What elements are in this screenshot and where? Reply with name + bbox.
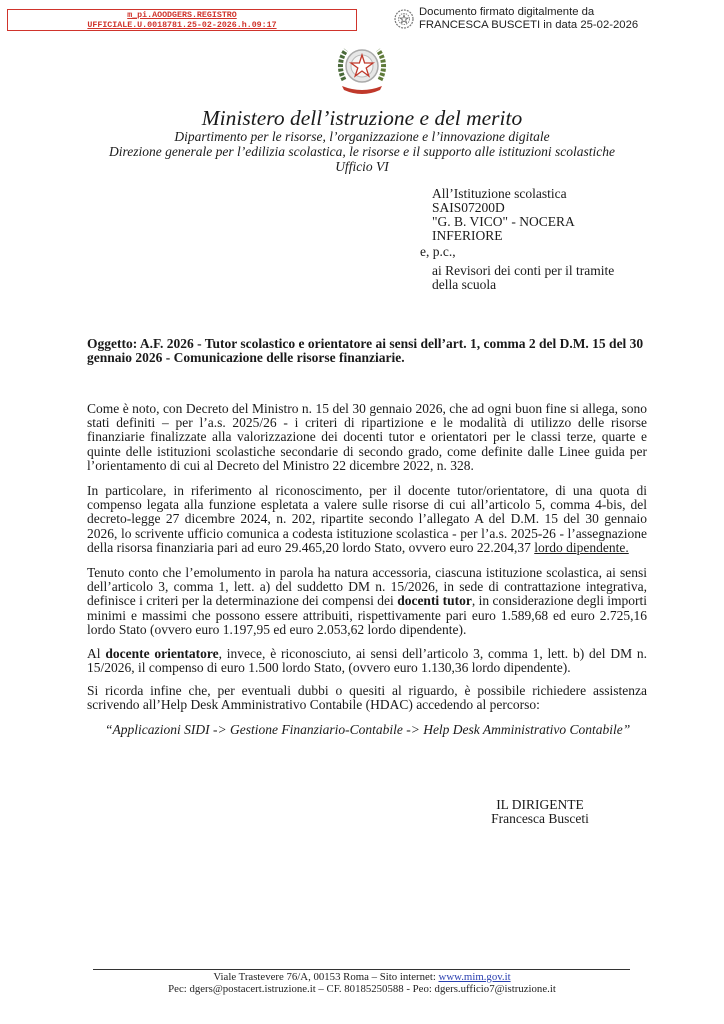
signature-block	[480, 798, 600, 826]
ministry-name: Ministero dell’istruzione e del merito	[201, 106, 523, 130]
protocol-line-1: m_pi.AOODGERS.REGISTRO	[127, 11, 237, 20]
body-paragraph-3	[87, 566, 647, 637]
secondary-recipient	[432, 264, 614, 292]
recipient-line: "G. B. VICO" - NOCERA	[432, 214, 575, 229]
recipient-line: All’Istituzione scolastica	[432, 186, 567, 201]
recipient-line: SAIS07200D	[432, 200, 505, 215]
body-paragraph-2	[87, 484, 647, 555]
signature-notice-line-2: FRANCESCA BUSCETI in data 25-02-2026	[419, 19, 639, 31]
digital-signature-notice	[393, 6, 638, 32]
paragraph-text: , in considerazione degli importi minimi e massimi che possono essere attribuiti, rispettivamente pari euro 1.589,68 ed euro 2.725,16 lordo Stato (ovvero euro 1.197,95 ed euro 2.053,62 lordo dipendente).	[87, 593, 647, 637]
paragraph-text: Tenuto conto che l’emolumento in parola ha natura accessoria, ciascuna istituzione scolastica, ai sensi dell’articolo 3, comma 1, lett. a) del suddetto DM n. 15/2026, in sede di contrattazione integrativa, definisce i criteri per la determinazione dei compensi dei	[87, 565, 647, 609]
paragraph-text: In particolare, in riferimento al riconoscimento, per il docente tutor/orientatore, di una quota di compenso legata alla funzione espletata a valere sulle risorse di cui all’articolo 5, comma 4-bis, del decreto-legge 27 dicembre 2024, n. 202, ripartite secondo l’allegato A del D.M. 15 del 30 gennaio 2026, lo scrivente ufficio comunica a codesta istituzione scolastica - per l’a.s. 2025-26 - l’assegnazione della risorsa finanziaria pari ad euro 29.465,20 lordo Stato, ovvero euro 22.204,37	[87, 483, 647, 555]
recipient-line: INFERIORE	[432, 228, 503, 243]
underlined-text: lordo dipendente.	[534, 539, 629, 555]
footer-contacts: Pec: dgers@postacert.istruzione.it – CF. 80185250588 - Peo: dgers.ufficio7@istruzione.it	[168, 983, 556, 995]
body-paragraph-4	[87, 647, 647, 675]
footer-address	[0, 971, 724, 983]
body-paragraph-5: Si ricorda infine che, per eventuali dubbi o quesiti al riguardo, è possibile richiedere assistenza scrivendo all’Help Desk Amministrativo Contabile (HDAC) accedendo al percorso:	[87, 683, 647, 713]
footer-divider	[93, 969, 630, 970]
bold-text: docenti tutor	[397, 593, 472, 609]
protocol-stamp	[7, 9, 357, 31]
navigation-path: “Applicazioni SIDI -> Gestione Finanziario-Contabile -> Help Desk Amministrativo Contabile”	[105, 722, 631, 737]
recipient-line: ai Revisori dei conti per il tramite	[432, 263, 615, 278]
paragraph-text: , invece, è riconosciuto, ai sensi dell’articolo 3, comma 1, lett. b) del DM n. 15/2026, il compenso di euro 1.500 lordo Stato, (ovvero euro 1.130,36 lordo dipendente).	[87, 646, 648, 676]
direction-name: Direzione generale per l’edilizia scolastica, le risorse e il supporto alle istituzioni scolastiche	[108, 144, 616, 159]
signature-notice-line-1: Documento firmato digitalmente da	[419, 6, 595, 18]
office-name: Ufficio VI	[335, 159, 389, 174]
signer-title: IL DIRIGENTE	[496, 797, 584, 812]
italian-republic-emblem-icon	[332, 40, 392, 98]
republic-seal-icon	[393, 7, 415, 31]
primary-recipient	[432, 187, 575, 243]
subject-line: Oggetto: A.F. 2026 - Tutor scolastico e orientatore ai sensi dell’art. 1, comma 2 del D.M. 15 del 30 gennaio 2026 - Comunicazione delle risorse finanziarie.	[87, 336, 644, 365]
recipient-line: della scuola	[432, 277, 497, 292]
cc-label: e, p.c.,	[420, 244, 456, 259]
signer-name: Francesca Busceti	[491, 811, 589, 826]
website-link[interactable]: www.mim.gov.it	[438, 971, 511, 983]
address-text: Viale Trastevere 76/A, 00153 Roma – Sito internet:	[213, 971, 439, 983]
body-paragraph-1: Come è noto, con Decreto del Ministro n. 15 del 30 gennaio 2026, che ad ogni buon fine si allega, sono stati definiti – per l’a.s. 2025/26 - i criteri di ripartizione e le modalità di utilizzo delle risorse finanziarie finalizzate alla valorizzazione dei docenti tutor e orientatori per le classi terze, quarte e quinte delle istituzioni scolastiche secondarie di secondo grado, come definite dalle Linee guida per l’orientamento di cui al Decreto del Ministro 22 dicembre 2022, n. 328.	[87, 401, 647, 473]
protocol-line-2: UFFICIALE.U.0018781.25-02-2026.h.09:17	[87, 20, 277, 30]
paragraph-text: Al	[87, 646, 106, 661]
bold-text: docente orientatore	[105, 646, 219, 661]
department-name: Dipartimento per le risorse, l’organizzazione e l’innovazione digitale	[174, 129, 550, 144]
